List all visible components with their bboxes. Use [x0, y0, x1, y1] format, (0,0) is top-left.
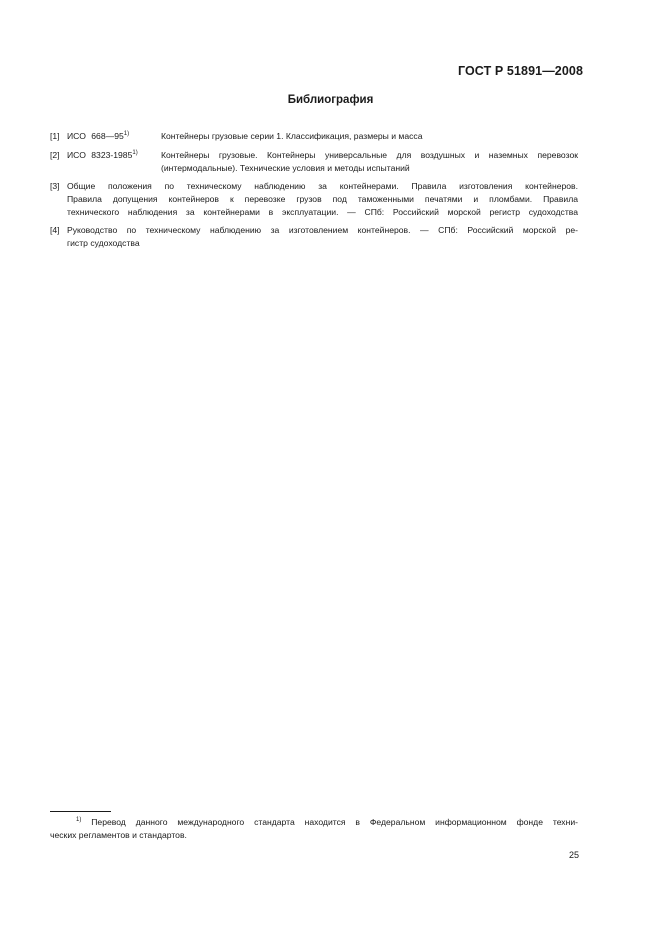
footnote-ref[interactable]: 1) — [123, 131, 130, 137]
entry-code — [67, 149, 138, 162]
section-title: Библиография — [287, 94, 374, 106]
entry-line: гистр судоходства — [67, 238, 140, 248]
footnote-text: Перевод данного международного стандарта находится в Федеральном информационном фонде техни- — [91, 817, 578, 827]
entry-code — [67, 130, 129, 143]
entry-number: [2] — [50, 150, 60, 160]
entry-text — [67, 180, 578, 219]
page-number: 25 — [568, 850, 579, 860]
footnote-line — [50, 816, 578, 829]
footnote — [50, 816, 578, 842]
footnote-ref[interactable]: 1) — [132, 150, 138, 156]
entry-line: технического наблюдения за контейнерами в эксплуатации. — СПб: Российский морской регистр судоходства — [67, 207, 578, 217]
entry-line: Правила допущения контейнеров к перевозке грузов под таможенными печатями и пломбами. Правила — [67, 194, 578, 204]
footnote-marker: 1) — [76, 817, 82, 823]
entry-number: [3] — [50, 181, 60, 191]
entry-line: Руководство по техническому наблюдению за изготовлением контейнеров. — СПб: Российский морской ре- — [67, 225, 578, 235]
entry-text: Контейнеры грузовые серии 1. Классификация, размеры и масса — [161, 131, 423, 141]
entry-text: Контейнеры грузовые. Контейнеры универсальные для воздушных и наземных перевозок (интермодальные). Технические условия и методы испытаний — [161, 150, 578, 173]
entry-line: Общие положения по техническому наблюдению за контейнерами. Правила изготовления контейнеров. — [67, 181, 578, 191]
standard-code-header: ГОСТ Р 51891—2008 — [457, 64, 583, 78]
code-text: ИСО 8323-1985 — [67, 150, 133, 160]
entry-text — [67, 224, 578, 250]
entry-number: [1] — [50, 131, 60, 141]
entry-number: [4] — [50, 225, 60, 235]
code-text: ИСО 668—95 — [67, 131, 124, 141]
footnote-line: ческих регламентов и стандартов. — [50, 830, 187, 840]
footnote-divider — [50, 811, 111, 812]
